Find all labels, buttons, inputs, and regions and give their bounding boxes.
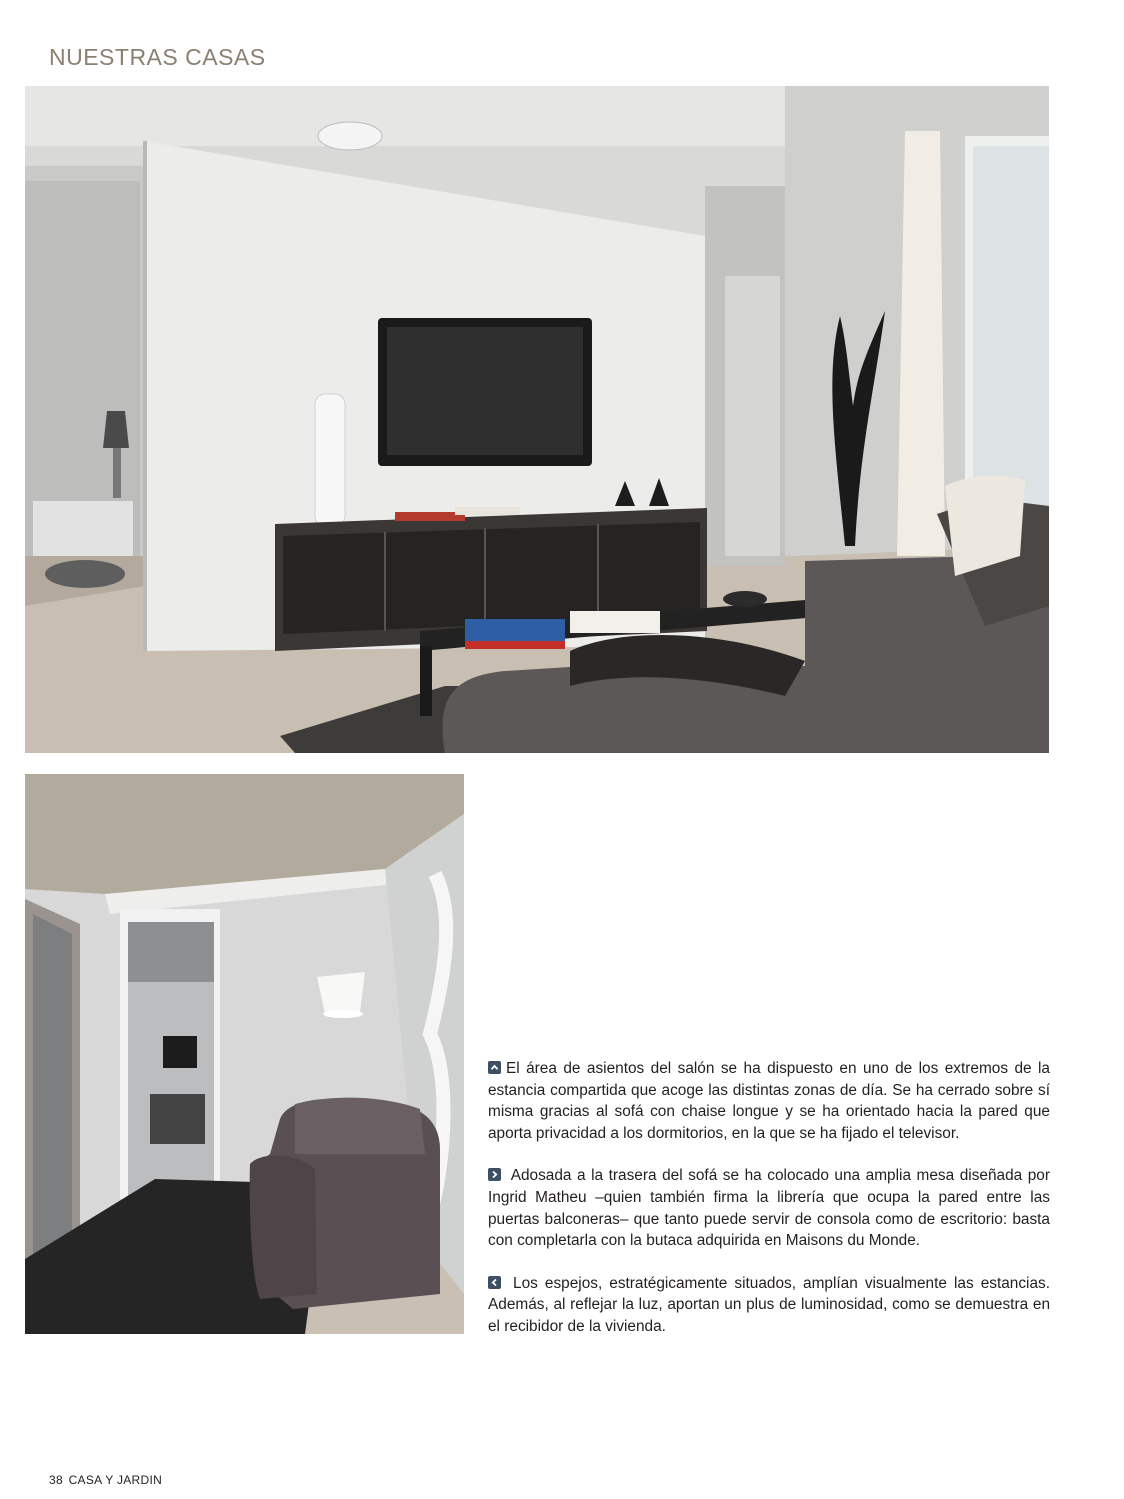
section-title: NUESTRAS CASAS [49, 44, 266, 70]
arrow-right-icon [488, 1168, 501, 1181]
caption-2 [488, 1165, 1050, 1251]
captions [488, 1058, 1050, 1359]
entrance-hall-photo [25, 774, 464, 1334]
magazine-name: CASA Y JARDIN [68, 1473, 163, 1487]
arrow-up-icon [488, 1061, 501, 1074]
caption-3 [488, 1273, 1050, 1338]
arrow-left-icon [488, 1276, 501, 1289]
caption-3-text: Los espejos, estratégicamente situados, amplían visualmente las estancias. Además, al reflejar la luz, aportan un plus de luminosidad, como se demuestra en el recibidor de la vivienda. [488, 1274, 1050, 1335]
caption-1-text: El área de asientos del salón se ha dispuesto en uno de los extremos de la estancia compartida que acoge las distintas zonas de día. Se ha cerrado sobre sí misma gracias al sofá con chaise longue y se ha orientado hacia la pared que aporta privacidad a los dormitorios, en la que se ha fijado el televisor. [488, 1060, 1050, 1142]
caption-1 [488, 1058, 1050, 1144]
caption-2-text: Adosada a la trasera del sofá se ha colocado una amplia mesa diseñada por Ingrid Matheu –quien también firma la librería que ocupa la pared entre las puertas balconeras– que tanto puede servir de consola como de escritorio: basta con completarla con la butaca adquirida en Maisons du Monde. [488, 1167, 1050, 1250]
living-room-photo [25, 86, 1049, 753]
page-footer [49, 1473, 162, 1487]
page-number: 38 [49, 1473, 63, 1487]
